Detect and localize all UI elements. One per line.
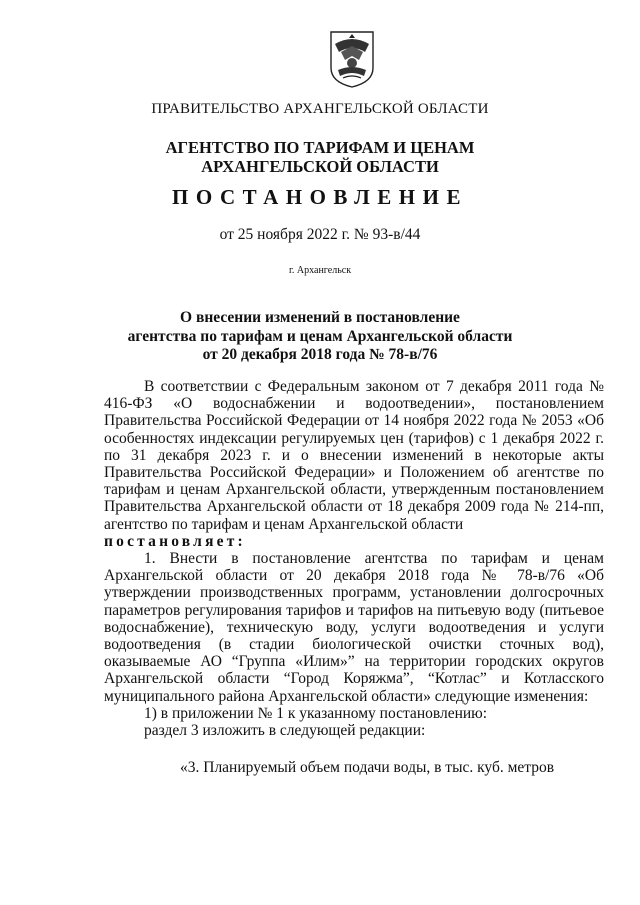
coat-of-arms-icon (329, 30, 375, 88)
document-body (104, 378, 604, 776)
title-line3: от 20 декабря 2018 года № 78-в/76 (202, 346, 438, 363)
section-3-heading: «3. Планируемый объем подачи воды, в тыс. куб. метров (180, 759, 555, 777)
agency-name-line2: АРХАНГЕЛЬСКОЙ ОБЛАСТИ (201, 157, 439, 176)
preamble-paragraph: В соответствии с Федеральным законом от 7 декабря 2011 года № 416-ФЗ «О водоснабжении и водоотведении», постановлением Правительства Российской Федерации от 14 ноября 2022 года № 2053 «Об особенностях индексации регулируемых цен (тарифов) с 1 декабря 2022 г. по 31 декабря 2023 г. и о внесении изменений в некоторые акты Правительства Российской Федерации» и Положением об агентстве по тарифам и ценам Архангельской области, утвержденным постановлением Правительства Архангельской области от 18 декабря 2009 года № 214-пп, агентство по тарифам и ценам Архангельской области (104, 378, 604, 533)
document-title (0, 309, 640, 365)
title-line1: О внесении изменений в постановление (180, 309, 460, 326)
document-date-number: от 25 ноября 2022 г. № 93-в/44 (219, 226, 421, 243)
resolves-word: постановляет: (104, 532, 246, 550)
item-1-subitem-1: 1) в приложении № 1 к указанному постановлению: (144, 704, 488, 722)
title-line2: агентства по тарифам и ценам Архангельской области (127, 327, 513, 345)
agency-name (0, 138, 640, 176)
document-type: ПОСТАНОВЛЕНИЕ (172, 185, 468, 209)
government-name: ПРАВИТЕЛЬСТВО АРХАНГЕЛЬСКОЙ ОБЛАСТИ (151, 101, 489, 117)
document-city: г. Архангельск (288, 265, 352, 276)
item-1-paragraph: 1. Внести в постановление агентства по тарифам и ценам Архангельской области от 20 декабря 2018 года № 78-в/76 «Об утверждении производственных программ, установлении долгосрочных параметров регулирования тарифов и тарифов на питьевую воду (питьевое водоснабжение), техническую воду, услуги водоотведения и услуги водоотведения (в стадии биологической очистки сточных вод), оказываемые АО “Группа «Илим»” на территории городских округов Архангельской области “Город Коряжма”, “Котлас” и Котласского муниципального района Архангельской области» следующие изменения: (104, 550, 604, 705)
item-1-subitem-2: раздел 3 изложить в следующей редакции: (144, 722, 426, 740)
agency-name-line1: АГЕНТСТВО ПО ТАРИФАМ И ЦЕНАМ (165, 138, 475, 157)
